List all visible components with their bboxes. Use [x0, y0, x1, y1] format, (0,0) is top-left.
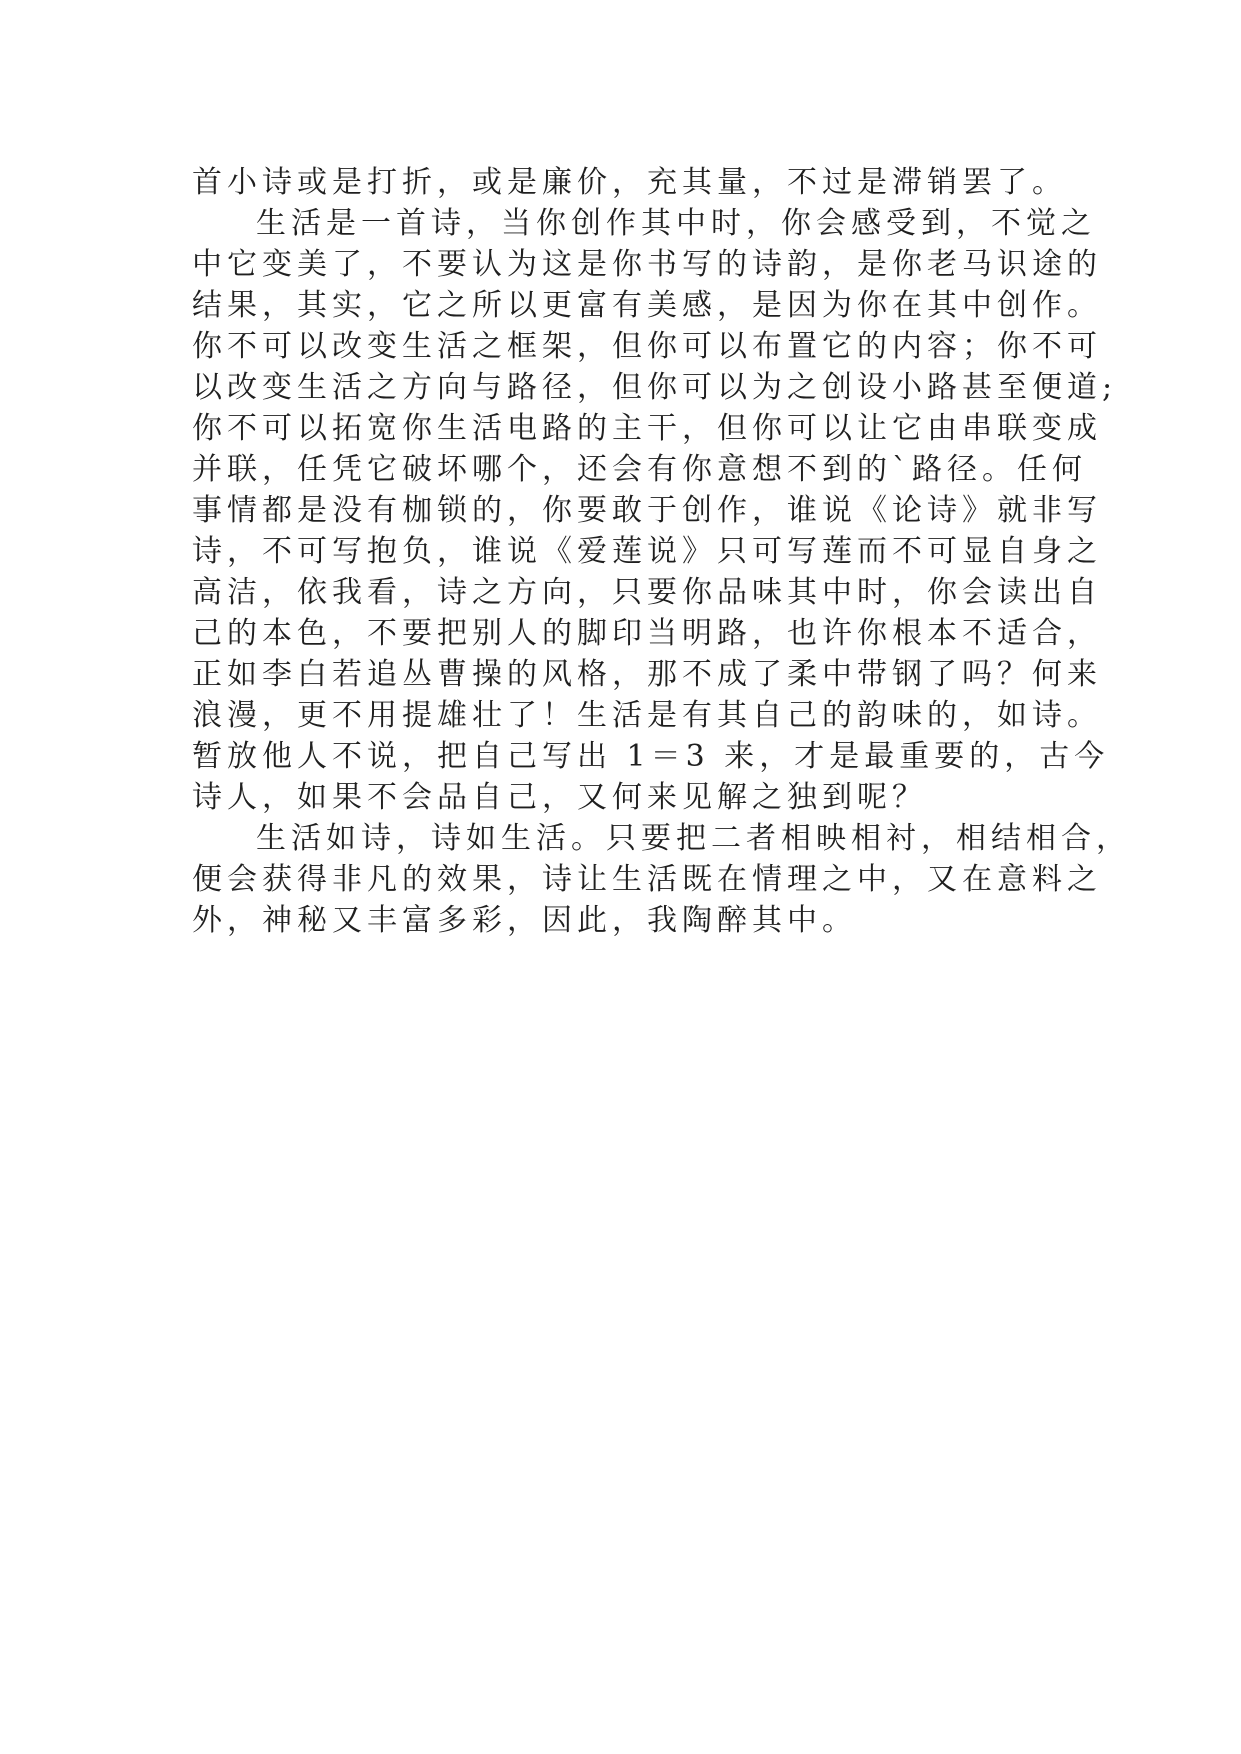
text-line-15: 暂放他人不说，把自己写出 1＝3 来，才是最重要的，古今 [192, 739, 1110, 774]
essay-text [192, 162, 1131, 941]
text-line-17: 生活如诗，诗如生活。只要把二者相映相衬，相结相合， [256, 821, 1131, 856]
text-line-12: 己的本色，不要把别人的脚印当明路，也许你根本不适合， [192, 616, 1102, 651]
text-line-9: 事情都是没有枷锁的，你要敢于创作，谁说《论诗》就非写 [192, 493, 1102, 528]
text-line-16: 诗人，如果不会品自己，又何来见解之独到呢？ [192, 780, 927, 815]
text-line-7: 你不可以拓宽你生活电路的主干，但你可以让它由串联变成 [192, 411, 1102, 446]
text-line-19: 外，神秘又丰富多彩，因此，我陶醉其中。 [192, 903, 857, 938]
text-line-6: 以改变生活之方向与路径，但你可以为之创设小路甚至便道; [192, 370, 1118, 405]
text-line-10: 诗，不可写抱负，谁说《爱莲说》只可写莲而不可显自身之 [192, 534, 1102, 569]
text-line-5: 你不可以改变生活之框架，但你可以布置它的内容；你不可 [192, 329, 1102, 364]
text-line-4: 结果，其实，它之所以更富有美感，是因为你在其中创作。 [192, 288, 1102, 323]
text-line-11: 高洁，依我看，诗之方向，只要你品味其中时，你会读出自 [192, 575, 1102, 610]
text-line-3: 中它变美了，不要认为这是你书写的诗韵，是你老马识途的 [192, 247, 1102, 282]
text-line-18: 便会获得非凡的效果，诗让生活既在情理之中，又在意料之 [192, 862, 1102, 897]
text-line-1: 首小诗或是打折，或是廉价，充其量，不过是滞销罢了。 [192, 165, 1067, 200]
text-line-8: 并联，任凭它破坏哪个，还会有你意想不到的`路径。任何 [192, 452, 1087, 487]
text-line-2: 生活是一首诗，当你创作其中时，你会感受到，不觉之 [256, 206, 1096, 241]
text-line-14: 浪漫，更不用提雄壮了！生活是有其自己的韵味的，如诗。 [192, 698, 1102, 733]
text-line-13: 正如李白若追丛曹操的风格，那不成了柔中带钢了吗？何来 [192, 657, 1102, 692]
